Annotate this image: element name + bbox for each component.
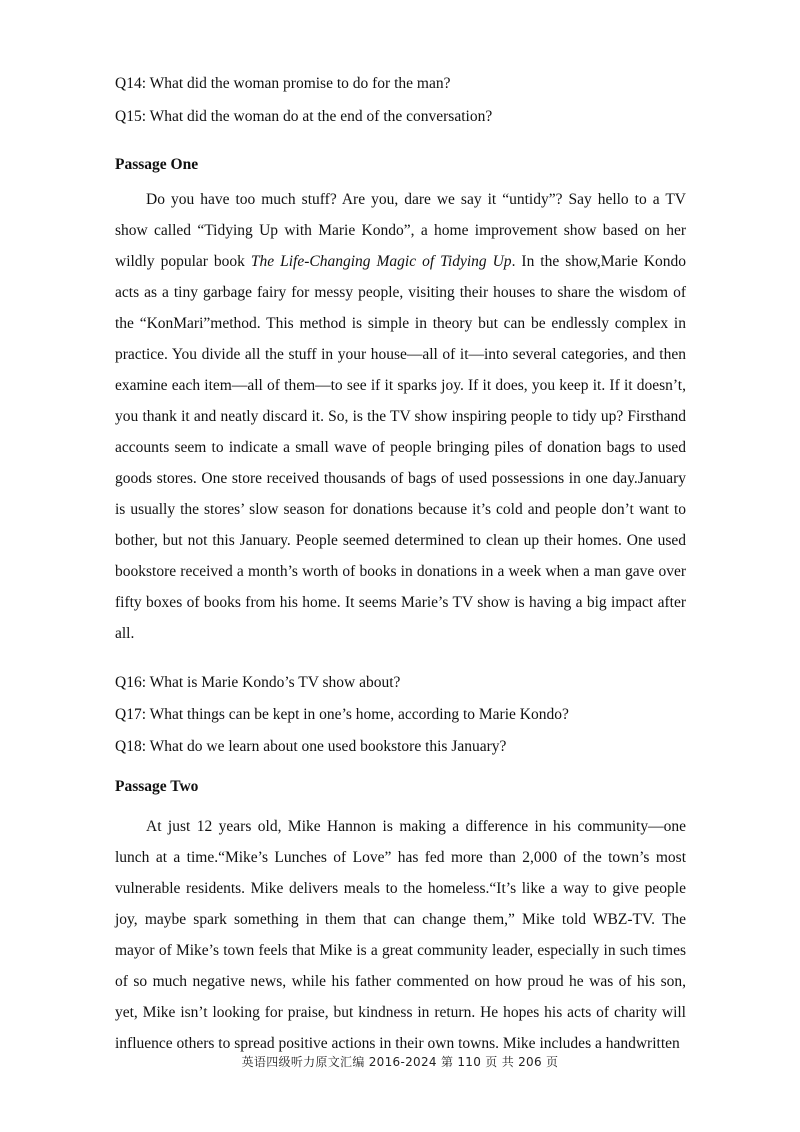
passage-two-heading: Passage Two [115, 778, 199, 795]
question-q17: Q17: What things can be kept in one’s home, according to Marie Kondo? [115, 706, 569, 723]
question-q14: Q14: What did the woman promise to do for the man? [115, 75, 451, 92]
passage-one-text [115, 184, 686, 649]
question-q16: Q16: What is Marie Kondo’s TV show about? [115, 674, 401, 691]
passage-one-heading: Passage One [115, 156, 199, 173]
passage-one-text-end: . In the show,Marie Kondo acts as a tiny garbage fairy for messy people, visiting their houses to share the wisdom of the “KonMari”method. This method is simple in theory but can be endlessly complex in practice. You divide all the stuff in your house—all of it—into several categories, and then examine each item—all of them—to see if it sparks joy. If it does, you keep it. If it doesn’t, you thank it and neatly discard it. So, is the TV show inspiring people to tidy up? Firsthand accounts seem to indicate a small wave of people bringing piles of donation bags to used goods stores. One store received thousands of bags of used possessions in one day.January is usually the stores’ slow season for donations because it’s cold and people don’t want to bother, but not this January. People seemed determined to clean up their homes. One used bookstore received a month’s worth of books in donations in a week when a man gave over fifty boxes of books from his home. It seems Marie’s TV show is having a big impact after all. [115, 253, 686, 642]
question-q15: Q15: What did the woman do at the end of the conversation? [115, 108, 493, 125]
passage-two-text: At just 12 years old, Mike Hannon is making a difference in his community—one lunch at a time.“Mike’s Lunches of Love” has fed more than 2,000 of the town’s most vulnerable residents. Mike delivers meals to the homeless.“It’s like a way to give people joy, maybe spark something in them that can change them,” Mike told WBZ-TV. The mayor of Mike’s town feels that Mike is a great community leader, especially in such times of so much negative news, while his father commented on how proud he was of his son, yet, Mike isn’t looking for praise, but kindness in return. He hopes his acts of charity will influence others to spread positive actions in their own towns. Mike includes a handwritten [115, 818, 686, 1052]
question-q18: Q18: What do we learn about one used bookstore this January? [115, 738, 507, 755]
page-footer: 英语四级听力原文汇编 2016-2024 第 110 页 共 206 页 [241, 1055, 559, 1069]
book-title: The Life-Changing Magic of Tidying Up [250, 253, 512, 270]
passage-one-text-start: Do you have too much stuff? Are you, dare we say it “untidy”? Say hello to a TV show called “Tidying Up with Marie Kondo”, a home improvement show based on her wildly popular book [115, 191, 686, 270]
